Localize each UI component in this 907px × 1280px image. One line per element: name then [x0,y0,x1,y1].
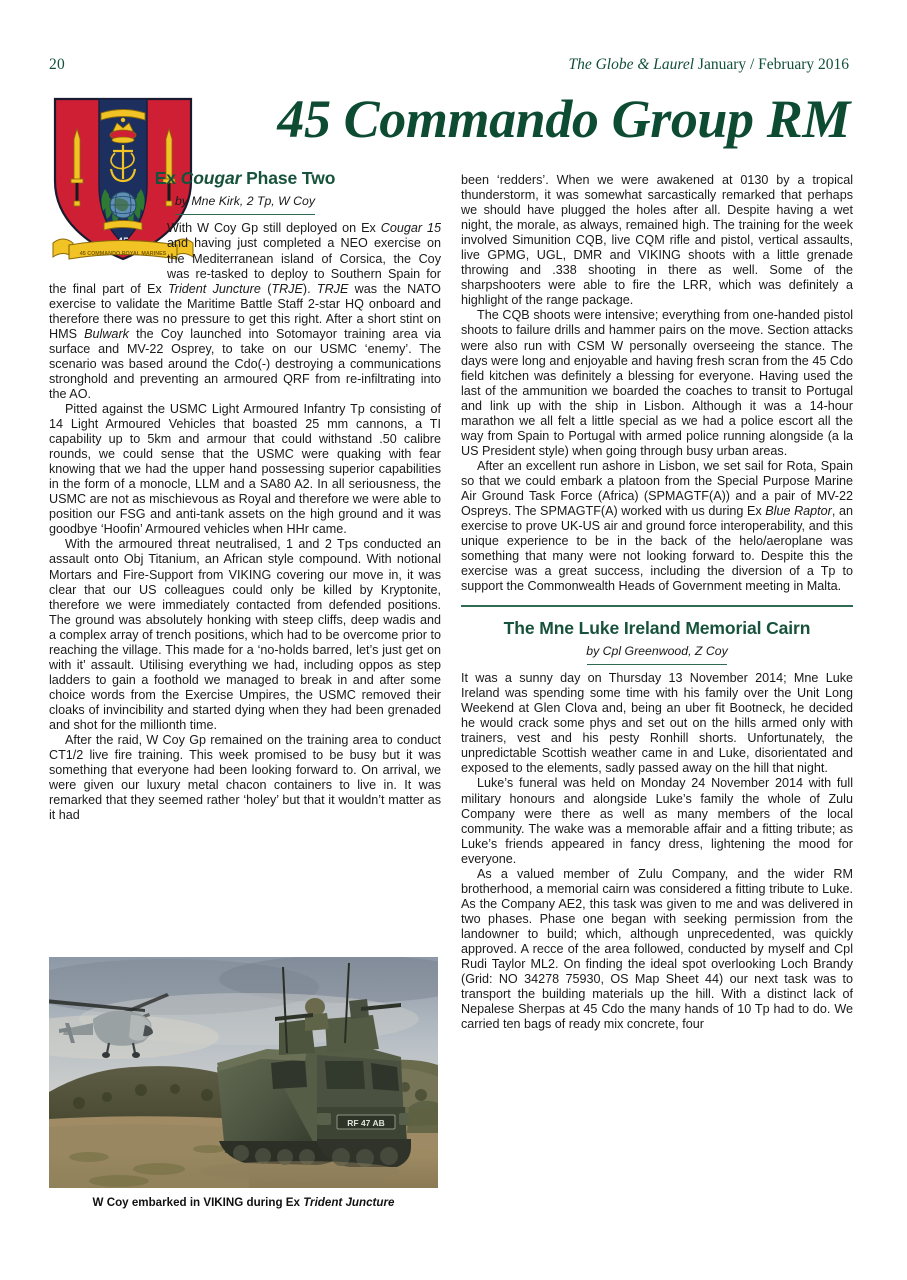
article-1-title-italic: Cougar [180,168,242,188]
photo-svg [49,957,438,1188]
paragraph [49,733,441,823]
section-divider [461,605,853,606]
figure-caption-italic: Trident Juncture [303,1196,395,1209]
left-column [49,168,441,823]
paragraph-text: After the raid, W Coy Gp remained on the training area to conduct CT1/2 live fire training. This week promised to be busy but it was something that everyone had been looking forward to. On arrival, we were given our luxury metal chacon containers to live in. It was remarked that they seemed rather ‘holey’ but that it wouldn’t matter as it had [49,733,441,823]
figure-caption-text: W Coy embarked in VIKING during Ex [92,1196,304,1209]
article-2-title: The Mne Luke Ireland Memorial Cairn [503,617,811,638]
byline-rule [587,664,727,665]
issue-date: January / February 2016 [697,56,849,73]
article-2-head [461,618,853,665]
paragraph [461,776,853,866]
paragraph-text: Luke’s funeral was held on Monday 24 November 2014 with full military honours and alongside Luke’s family the whole of Zulu Company were there as well as many members of the local community. The wake was a memorable affair and a fitting tribute; as Luke’s friends appeared in fancy dress, lightening the mood for everyone. [461,776,853,866]
paragraph-text: With W Coy Gp still deployed on Ex Cougar 15 and having just completed a NEO exercise on the Mediterranean island of Corsica, the Coy was re-tasked to deploy to Southern Spain for the final part of Ex Trident Juncture (TRJE). TRJE was the NATO exercise to validate the Maritime Battle Staff 2-star HQ onboard and therefore there was no pressure to get this right. After a short stint on HMS Bulwark the Coy launched into Sotomayor training area via surface and MV-22 Osprey, to take on our USMC ‘enemy’. The scenario was based around the Cdo(-) destroying a communications stronghold and preventing an armoured QRF from re-infiltrating into the AO. [49,221,441,401]
paragraph-text: The CQB shoots were intensive; everything from one-handed pistol shoots to failure drills and hammer pairs on the move. Section attacks were also run with CSM W personally overseeing the stance. The days were long and enjoyable and having fresh scran from the 45 Cdo field kitchen was definitely a blessing for everyone. Having used the last of the ammunition we boarded the coaches to transit to Portugal and link up with the ship in Lisbon. Although it was a 14-hour marathon we all felt a little special as we had a police escort all the way from Spain to Portugal with armed police running alongside (a la US President style) when going through busy urban areas. [461,308,853,458]
page-folio: 20 [49,56,65,73]
paragraph [49,402,441,537]
right-column [461,173,853,1032]
article-1-title [49,168,441,189]
paragraph-text: Pitted against the USMC Light Armoured Infantry Tp consisting of 14 Light Armoured Vehicles that boasted 25 mm cannons, a TI capability up to 5km and armour that could withstand .50 calibre rounds, we could sense that the USMC were quaking with fear knowing that we had the upper hand possessing superior capabilities in the form of a monocle, LLM and a SA80 A2. In all seriousness, the USMC are not as mischievous as Royal and therefore we were able to position our FSG and anti-tank assets on the high ground and it was goodbye ‘Hoofin’ Armoured vehicles when HHr came. [49,402,441,537]
vehicle-registration: RF 47 AB [347,1118,385,1128]
photo-viking-helicopter [49,957,438,1188]
page-title: 45 Commando Group RM [277,89,850,149]
running-head-right [568,56,849,74]
paragraph-text: As a valued member of Zulu Company, and the wider RM brotherhood, a memorial cairn was considered a fitting tribute to Luke. As the Company AE2, this task was given to me and was delivered in two phases. Phase one began with seeking permission from the landowner to build; which, although unprecedented, was quickly approved. A recce of the area followed, conducted by myself and Cpl Rudi Taylor ML2. On finding the ideal spot overlooking Loch Brandy (Grid: NO 34278 75930, OS Map Sheet 44) our next task was to transport the building materials up the hill. With a distinct lack of Nepalese Sherpas at 45 Cdo the many hands of 10 Tp had to do. We carried ten bags of ready mix concrete, four [461,866,853,1032]
paragraph-text: With the armoured threat neutralised, 1 and 2 Tps conducted an assault onto Obj Titanium, an African style compound. With notional Mortars and Fire-Support from VIKING covering our move in, it was clear that our US colleagues could only be killed by Kryptonite, therefore we were immediately contacted from defended positions. The ground was absolutely honking with steep cliffs, deep wadis and a complex array of trench positions, which had to be overcome prior to reaching the village. This made for a ‘no-holds barred, let’s just get on with it’ assault. Utilising everything we had, including oppos as step ladders to gain a foothold we managed to break in and after some choice words from the Exercise Umpires, the USMC removed their cloaks of invincibility and started dying when they had been grenaded and shot for the millionth time. [49,537,441,732]
paragraph [461,459,853,594]
byline-rule [175,214,315,215]
paragraph [49,221,441,402]
article-1-head [49,168,441,215]
paragraph-text: been ‘redders’. When we were awakened at 0130 by a tropical thunderstorm, it was somewhat sarcastically remarked that perhaps we should have plugged the holes after all. Despite having a wet night, the morale, as always, remained high. The training for the week involved Simunition CQB, live CQM rifle and pistol, vertical assaults, live GPMG, UGL, DMR and VIKING shoots with a little grenade throwing and .338 shooting in there as well. Some of the sharpshooters were able to fire the LRR, which was definitely a highlight of the range package. [461,173,853,308]
paragraph [461,671,853,776]
paragraph [49,537,441,733]
figure [49,957,438,1209]
article-1-title-part2: Phase Two [241,168,336,188]
article-1-title-part1: Ex [154,168,181,188]
paragraph [461,308,853,458]
crest-ribbon-text: 45 COMMANDO ROYAL MARINES [79,251,167,257]
crest-text-wrap [49,221,167,281]
article-1-byline: by Mne Kirk, 2 Tp, W Coy [174,194,316,208]
paragraph-text: After an excellent run ashore in Lisbon, we set sail for Rota, Spain so that we could embark a platoon from the Special Purpose Marine Air Ground Task Force (Africa) (SPMAGTF(A)) and a pair of MV-22 Ospreys. The SPMAGTF(A) worked with us during Ex Blue Raptor, an exercise to prove UK-US air and ground force interoperability, and this unique experience to be in the back of the helo/aeroplane was something that many were not looking forward to. Despite this the exercise was a great success, including the diversion of a Tp to support the Commonwealth Heads of Government meeting in Malta. [461,458,853,594]
article-2-byline: by Cpl Greenwood, Z Coy [586,643,728,658]
paragraph [461,173,853,308]
running-head [49,56,849,78]
paragraph [461,867,853,1033]
figure-caption [49,1196,438,1209]
paragraph-text: It was a sunny day on Thursday 13 November 2014; Mne Luke Ireland was spending some time with his family over the Unit Long Weekend at Glen Clova and, being an uber fit Bootneck, he decided he would crack some phys and set out on the hills armed only with trainers, vest and his pesty Ronhill shorts. Unfortunately, the unpredictable Scottish weather came in and Luke, disorientated and exposed to the elements, sadly passed away on the hill that night. [461,671,853,776]
publication-title: The Globe & Laurel [568,56,695,73]
